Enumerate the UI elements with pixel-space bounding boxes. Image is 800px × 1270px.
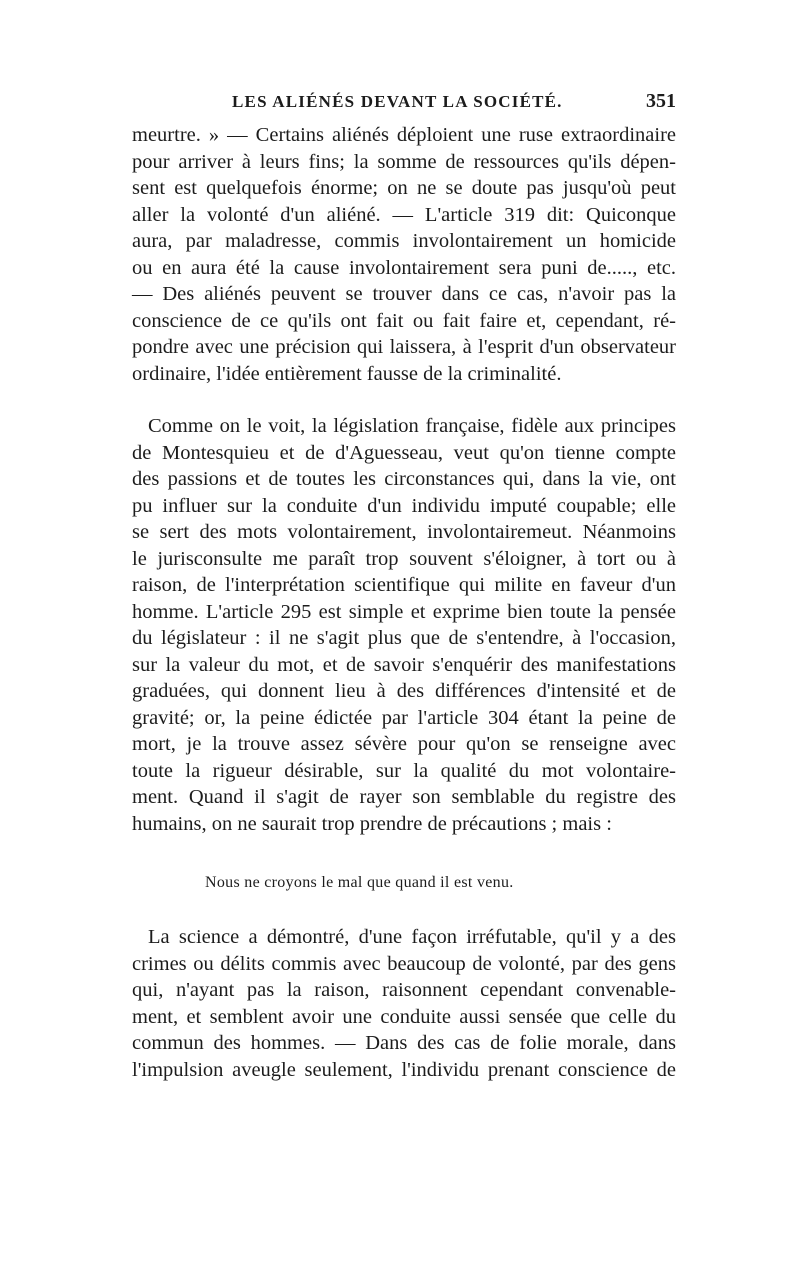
text-line: de Montesquieu et de d'Aguesseau, veut qu'on tienne compte (132, 441, 676, 464)
text-line: pour arriver à leurs fins; la somme de ressources qu'ils dépen- (132, 150, 676, 173)
text-line: aller la volonté d'un aliéné. — L'article 319 dit: Quiconque (132, 203, 676, 226)
text-line: graduées, qui donnent lieu à des différences d'intensité et de (132, 680, 676, 702)
text-line: pondre avec une précision qui laissera, à l'esprit d'un observateur (132, 336, 676, 358)
text-line: La science a démontré, d'une façon irréfutable, qu'il y a des (148, 926, 676, 948)
text-line: du législateur : il ne s'agit plus que de s'entendre, à l'occasion, (132, 627, 676, 649)
text-line: mort, je la trouve assez sévère pour qu'on se renseigne avec (132, 733, 676, 755)
text-line: commun des hommes. — Dans des cas de folie morale, dans (132, 1032, 676, 1054)
text-line: ment. Quand il s'agit de rayer son semblable du registre des (132, 786, 676, 808)
text-line: sur la valeur du mot, et de savoir s'enquérir des manifestations (132, 653, 676, 676)
paragraph-2 (132, 413, 676, 837)
text-line: ment, et semblent avoir une conduite aussi sensée que celle du (132, 1005, 676, 1028)
paragraph-1 (132, 122, 676, 387)
text-line: sent est quelquefois énorme; on ne se doute pas jusqu'où peut (132, 177, 676, 199)
text-line: ordinaire, l'idée entièrement fausse de la criminalité. (132, 362, 562, 385)
text-line: homme. L'article 295 est simple et exprime bien toute la pensée (132, 600, 676, 623)
text-line: conscience de ce qu'ils ont fait ou fait faire et, cependant, ré- (132, 309, 676, 332)
page-header (132, 92, 676, 122)
text-line: le jurisconsulte me paraît trop souvent s'éloigner, à tort ou à (132, 547, 676, 570)
text-line: toute la rigueur désirable, sur la qualité du mot volontaire- (132, 759, 676, 782)
page-number: 351 (646, 90, 676, 112)
text-line: raison, de l'interprétation scientifique qui milite en faveur d'un (132, 574, 676, 596)
text-line: gravité; or, la peine édictée par l'article 304 étant la peine de (132, 706, 676, 729)
text-line: l'impulsion aveugle seulement, l'individu prenant conscience de (132, 1058, 676, 1081)
text-line: qui, n'ayant pas la raison, raisonnent cependant convenable- (132, 979, 676, 1001)
text-line: ou en aura été la cause involontairement sera puni de....., etc. (132, 256, 676, 279)
text-line: se sert des mots volontairement, involontairemeut. Néanmoins (132, 521, 676, 543)
text-line: des passions et de toutes les circonstances qui, dans la vie, ont (132, 468, 676, 490)
text-line: — Des aliénés peuvent se trouver dans ce cas, n'avoir pas la (132, 283, 676, 305)
paragraph-3 (132, 924, 676, 1083)
running-title: LES ALIÉNÉS DEVANT LA SOCIÉTÉ. (232, 92, 563, 111)
text-line: aura, par maladresse, commis involontairement un homicide (132, 230, 676, 252)
text-line: pu influer sur la conduite d'un individu imputé coupable; elle (132, 494, 676, 517)
text-line: crimes ou délits commis avec beaucoup de volonté, par des gens (132, 952, 676, 975)
text-line: meurtre. » — Certains aliénés déploient une ruse extraordinaire (132, 124, 676, 146)
text-line: humains, on ne saurait trop prendre de précautions ; mais : (132, 812, 612, 835)
text-line: Comme on le voit, la législation française, fidèle aux principes (148, 415, 676, 437)
quotation: Nous ne croyons le mal que quand il est venu. (205, 874, 514, 891)
